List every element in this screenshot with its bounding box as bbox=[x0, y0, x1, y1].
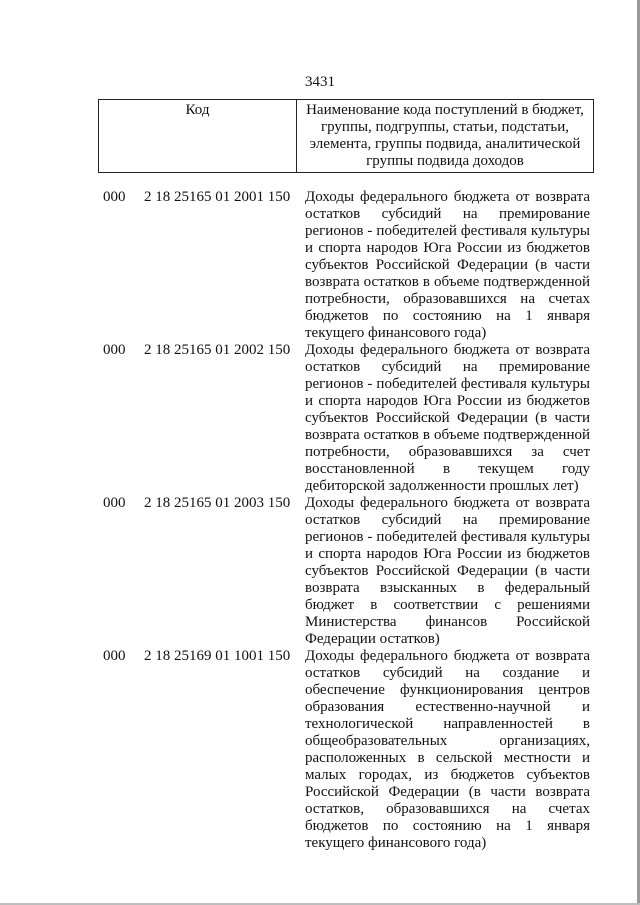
row-budget-code: 2 18 25165 01 2002 150 bbox=[144, 342, 291, 358]
header-code: Код bbox=[99, 100, 297, 172]
row-description: Доходы федерального бюджета от возврата остатков субсидий на премирование регионов - победителей фестиваля культуры и спорта народов Юга России из бюджетов субъектов Российской Федерации (в части возврата остатков в объеме подтвержденной потребности, образовавшихся за счет восстановленной в текущем году дебиторской задолженности прошлых лет) bbox=[305, 342, 590, 494]
row-budget-code: 2 18 25165 01 2001 150 bbox=[144, 189, 291, 205]
row-group-code: 000 bbox=[103, 189, 126, 205]
table-row bbox=[103, 342, 593, 495]
table-body bbox=[103, 189, 593, 852]
row-description: Доходы федерального бюджета от возврата остатков субсидий на премирование регионов - победителей фестиваля культуры и спорта народов Юга России из бюджетов субъектов Российской Федерации (в части возврата остатков в объеме подтвержденной потребности, образовавшихся на счетах бюджетов по состоянию на 1 января текущего финансового года) bbox=[305, 189, 590, 341]
row-description: Доходы федерального бюджета от возврата остатков субсидий на создание и обеспечение функционирования центров образования естественно-научной и технологической направленностей в общеобразовательных организациях, расположенных в сельской местности и малых городах, из бюджетов субъектов Российской Федерации (в части возврата остатков, образовавшихся на счетах бюджетов по состоянию на 1 января текущего финансового года) bbox=[305, 648, 590, 851]
table-row bbox=[103, 189, 593, 342]
row-description: Доходы федерального бюджета от возврата остатков субсидий на премирование регионов - победителей фестиваля культуры и спорта народов Юга России из бюджетов субъектов Российской Федерации (в части возврата взысканных в федеральный бюджет в соответствии с решениями Министерства финансов Российской Федерации остатков) bbox=[305, 495, 590, 647]
table-row bbox=[103, 495, 593, 648]
row-group-code: 000 bbox=[103, 495, 126, 511]
row-budget-code: 2 18 25165 01 2003 150 bbox=[144, 495, 291, 511]
table-header bbox=[98, 99, 594, 173]
row-budget-code: 2 18 25169 01 1001 150 bbox=[144, 648, 291, 664]
table-row bbox=[103, 648, 593, 852]
row-group-code: 000 bbox=[103, 648, 126, 664]
page-number: 3431 bbox=[305, 74, 335, 90]
header-name: Наименование кода поступлений в бюджет, группы, подгруппы, статьи, подстатьи, элемента, группы подвида, аналитической группы подвида доходов bbox=[306, 102, 584, 169]
row-group-code: 000 bbox=[103, 342, 126, 358]
